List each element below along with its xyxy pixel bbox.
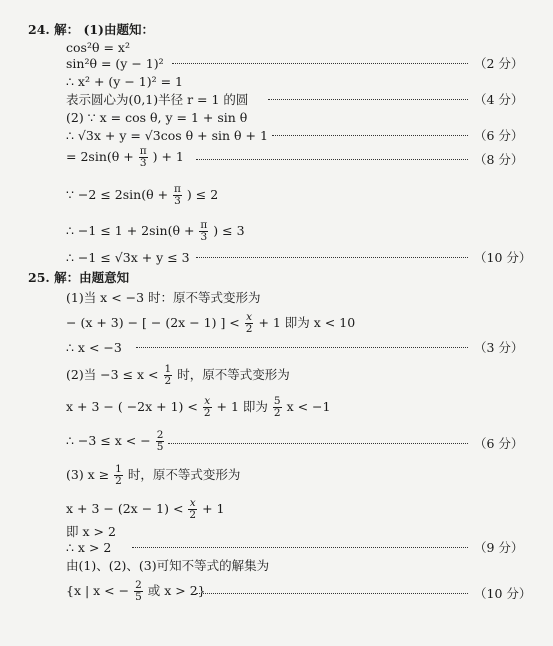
q24-l8-pre: ∵ −2 ≤ 2sin(θ + xyxy=(66,187,169,202)
q25-l8-num: x xyxy=(189,497,196,509)
q25-l5-fraction xyxy=(203,396,212,419)
q25-l2-expr xyxy=(66,312,355,335)
q25-l7-expr xyxy=(66,464,240,487)
q25-l12-post: 或 x > 2} xyxy=(147,583,206,598)
q25-l4-den: 2 xyxy=(164,375,172,387)
q24-l7-num: π xyxy=(139,145,147,157)
q25-l6-fraction xyxy=(156,430,165,453)
q25-l5-pre: x + 3 − ( −2x + 1) < xyxy=(66,399,198,414)
q24-l3-text: ∴ x² + (y − 1)² = 1 xyxy=(66,74,183,89)
q24-l8-num: π xyxy=(174,183,181,195)
q25-l2-post: + 1 即为 x < 10 xyxy=(258,315,356,330)
q24-l7-pre: = 2sin(θ + xyxy=(66,149,134,164)
q25-l8-post: + 1 xyxy=(202,501,225,516)
q24-l8-expr xyxy=(66,184,218,207)
q25-l4-post: 时，原不等式变形为 xyxy=(177,367,290,382)
q25-l5-expr xyxy=(66,396,330,419)
q24-l6-score: （6 分） xyxy=(474,128,524,143)
q25-l4-pre: (2)当 −3 ≤ x < xyxy=(66,367,159,382)
q24-l6-text: ∴ √3x + y = √3cos θ + sin θ + 1 xyxy=(66,128,268,143)
q25-l6-pre: ∴ −3 ≤ x < − xyxy=(66,433,151,448)
q25-l7-fraction xyxy=(114,464,123,487)
q24-l7-fraction xyxy=(139,146,148,169)
q25-l5-fraction-2 xyxy=(273,396,282,419)
q24-l9-fraction xyxy=(199,220,208,243)
q25-l10-text: ∴ x > 2 xyxy=(66,540,112,555)
q25-l4-fraction xyxy=(164,364,173,387)
q24-l7-post: ) + 1 xyxy=(152,149,184,164)
q25-l12-den: 5 xyxy=(135,591,142,603)
q24-l7-score: （8 分） xyxy=(474,152,524,167)
q24-l9-pre: ∴ −1 ≤ 1 + 2sin(θ + xyxy=(66,223,195,238)
q25-l12-pre: {x | x < − xyxy=(66,583,130,598)
q24-l1-text: cos²θ = x² xyxy=(66,40,130,55)
q25-l2-num: x xyxy=(246,311,253,323)
q25-l12-leader xyxy=(196,593,468,594)
q25-l12-score: （10 分） xyxy=(474,586,532,601)
q25-l6-num: 2 xyxy=(156,429,164,441)
q24-l10-leader xyxy=(196,257,468,258)
q25-l6-expr xyxy=(66,430,165,453)
q24-l9-post: ) ≤ 3 xyxy=(213,223,245,238)
q24-l6-leader xyxy=(272,135,468,136)
q24-l2-score: （2 分） xyxy=(474,56,524,71)
q25-l5-den: 2 xyxy=(203,407,211,419)
q25-l2-fraction xyxy=(245,312,254,335)
q25-l9-text: 即 x > 2 xyxy=(66,524,116,539)
q25-l4-expr xyxy=(66,364,290,387)
q24-header-text: 24. 解： (1)由题知： xyxy=(28,22,154,37)
q25-l5-post: x < −1 xyxy=(286,399,331,414)
q25-l1-text: (1)当 x < −3 时：原不等式变形为 xyxy=(66,290,261,305)
q25-l8-pre: x + 3 − (2x − 1) < xyxy=(66,501,184,516)
q25-l5-num: x xyxy=(204,395,211,407)
q25-l7-den: 2 xyxy=(115,475,122,487)
q25-l5-mid: + 1 即为 xyxy=(216,399,268,414)
q24-l8-fraction xyxy=(173,184,182,207)
q25-l8-fraction xyxy=(188,498,197,521)
q24-l10-text: ∴ −1 ≤ √3x + y ≤ 3 xyxy=(66,250,190,265)
q24-l10-score: （10 分） xyxy=(474,250,532,265)
q24-l7-leader xyxy=(196,159,468,160)
q25-l10-leader xyxy=(132,547,468,548)
q24-l8-post: ) ≤ 2 xyxy=(186,187,219,202)
q25-l8-den: 2 xyxy=(189,509,197,521)
q24-l9-den: 3 xyxy=(200,231,208,243)
q25-l6-den: 5 xyxy=(156,441,164,453)
q25-l6-leader xyxy=(168,443,468,444)
q25-l7-post: 时，原不等式变形为 xyxy=(127,467,241,482)
q24-l4-leader xyxy=(268,99,468,100)
q24-l2-text: sin²θ = (y − 1)² xyxy=(66,56,164,71)
q25-l2-den: 2 xyxy=(245,323,253,335)
q24-l9-num: π xyxy=(200,219,208,231)
q25-l7-pre: (3) x ≥ xyxy=(66,467,110,482)
q25-l4-num: 1 xyxy=(164,363,172,375)
q24-l8-den: 3 xyxy=(174,195,181,207)
q25-l3-text: ∴ x < −3 xyxy=(66,340,122,355)
q25-l5-num2: 5 xyxy=(273,395,281,407)
q25-l8-expr xyxy=(66,498,224,521)
q25-l11-text: 由(1)、(2)、(3)可知不等式的解集为 xyxy=(66,558,270,573)
q24-l4-text: 表示圆心为(0,1)半径 r = 1 的圆 xyxy=(66,92,249,107)
q24-l9-expr xyxy=(66,220,245,243)
q25-l10-score: （9 分） xyxy=(474,540,524,555)
q24-l5-text: (2) ∵ x = cos θ, y = 1 + sin θ xyxy=(66,110,248,125)
q25-l12-expr xyxy=(66,580,206,603)
q25-header-text: 25. 解：由题意知 xyxy=(28,270,130,285)
q24-l7-den: 3 xyxy=(139,157,147,169)
q25-l3-leader xyxy=(136,347,468,348)
q25-l6-score: （6 分） xyxy=(474,436,524,451)
q25-l7-num: 1 xyxy=(115,463,122,475)
q24-l2-leader xyxy=(172,63,468,64)
q25-l12-num: 2 xyxy=(135,579,142,591)
q25-l3-score: （3 分） xyxy=(474,340,524,355)
q25-l2-pre: − (x + 3) − [ − (2x − 1) ] < xyxy=(66,315,240,330)
q25-l5-den2: 2 xyxy=(273,407,281,419)
q24-l7-expr xyxy=(66,146,184,169)
q25-l12-fraction xyxy=(134,580,143,603)
q24-l4-score: （4 分） xyxy=(474,92,524,107)
